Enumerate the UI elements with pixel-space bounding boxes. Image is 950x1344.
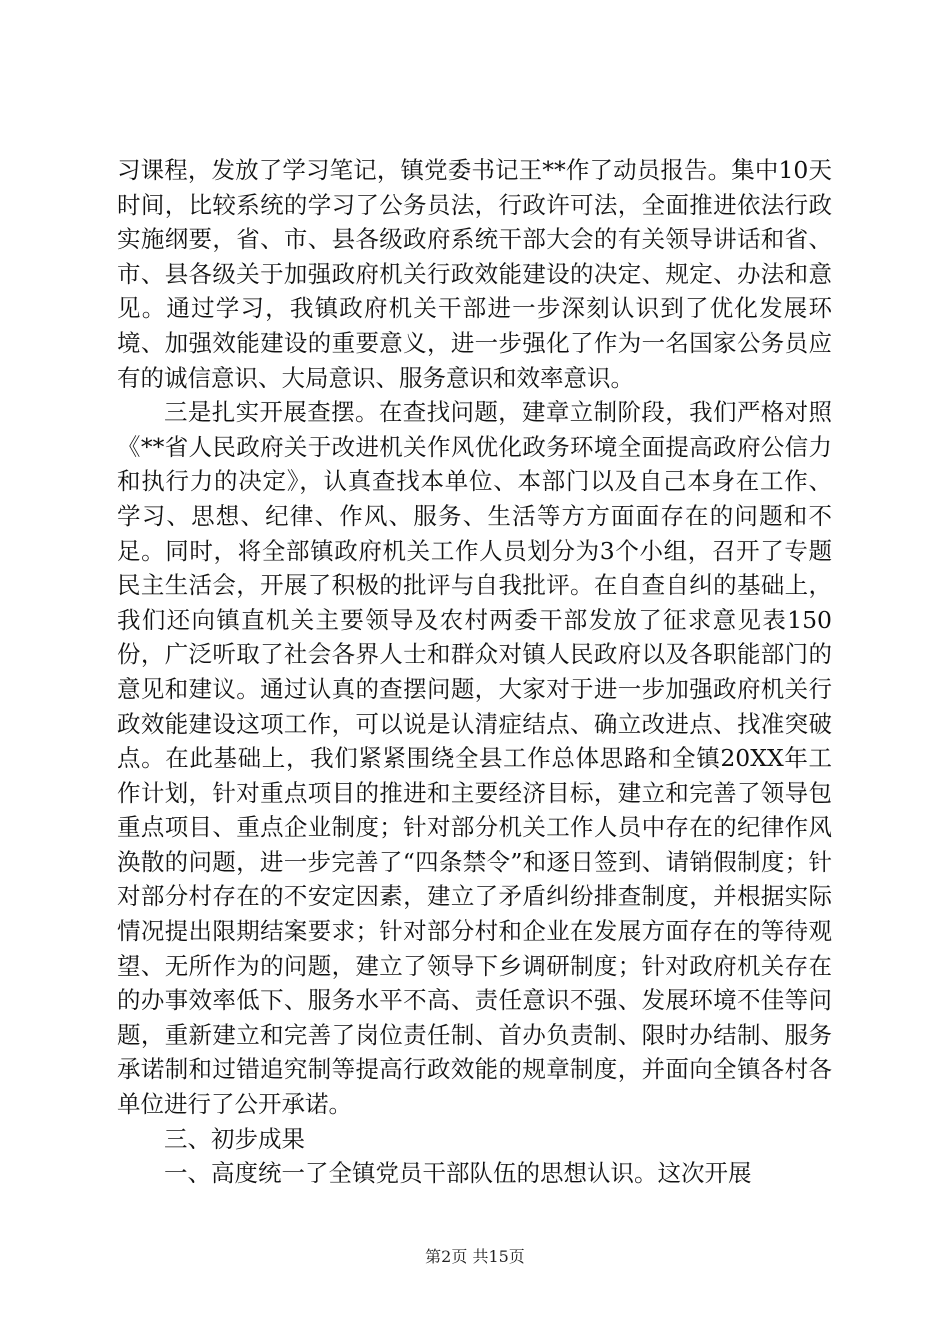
page-number-footer: 第2页 共15页 [425, 1247, 525, 1266]
paragraph-results-first: 一、高度统一了全镇党员干部队伍的思想认识。这次开展 [164, 1159, 752, 1188]
document-body [117, 153, 832, 1191]
section-heading-results: 三、初步成果 [164, 1124, 305, 1153]
paragraph-investigation: 三是扎实开展查摆。在查找问题，建章立制阶段，我们严格对照《**省人民政府关于改进机关作风优化政务环境全面提高政府公信力和执行力的决定》，认真查找本单位、本部门以及自己本身在工作、学习、思想、纪律、作风、服务、生活等方方面面存在的问题和不足。同时，将全部镇政府机关工作人员划分为3个小组，召开了专题民主生活会，开展了积极的批评与自我批评。在自查自纠的基础上，我们还向镇直机关主要领导及农村两委干部发放了征求意见表150份，广泛听取了社会各界人士和群众对镇人民政府以及各职能部门的意见和建议。通过认真的查摆问题，大家对于进一步加强政府机关行政效能建设这项工作，可以说是认清症结点、确立改进点、找准突破点。在此基础上，我们紧紧围绕全县工作总体思路和全镇20XX年工作计划，针对重点项目的推进和主要经济目标，建立和完善了领导包重点项目、重点企业制度；针对部分机关工作人员中存在的纪律作风涣散的问题，进一步完善了“四条禁令”和逐日签到、请销假制度；针对部分村存在的不安定因素，建立了矛盾纠纷排查制度，并根据实际情况提出限期结案要求；针对部分村和企业在发展方面存在的等待观望、无所作为的问题，建立了领导下乡调研制度；针对政府机关存在的办事效率低下、服务水平不高、责任意识不强、发展环境不佳等问题，重新建立和完善了岗位责任制、首办负责制、限时办结制、服务承诺制和过错追究制等提高行政效能的规章制度，并面向全镇各村各单位进行了公开承诺。 [117, 398, 832, 1119]
paragraph-continuation: 习课程，发放了学习笔记，镇党委书记王**作了动员报告。集中10天时间，比较系统的学习了公务员法，行政许可法，全面推进依法行政实施纲要，省、市、县各级政府系统干部大会的有关领导讲话和省、市、县各级关于加强政府机关行政效能建设的决定、规定、办法和意见。通过学习，我镇政府机关干部进一步深刻认识到了优化发展环境、加强效能建设的重要意义，进一步强化了作为一名国家公务员应有的诚信意识、大局意识、服务意识和效率意识。 [117, 156, 832, 392]
